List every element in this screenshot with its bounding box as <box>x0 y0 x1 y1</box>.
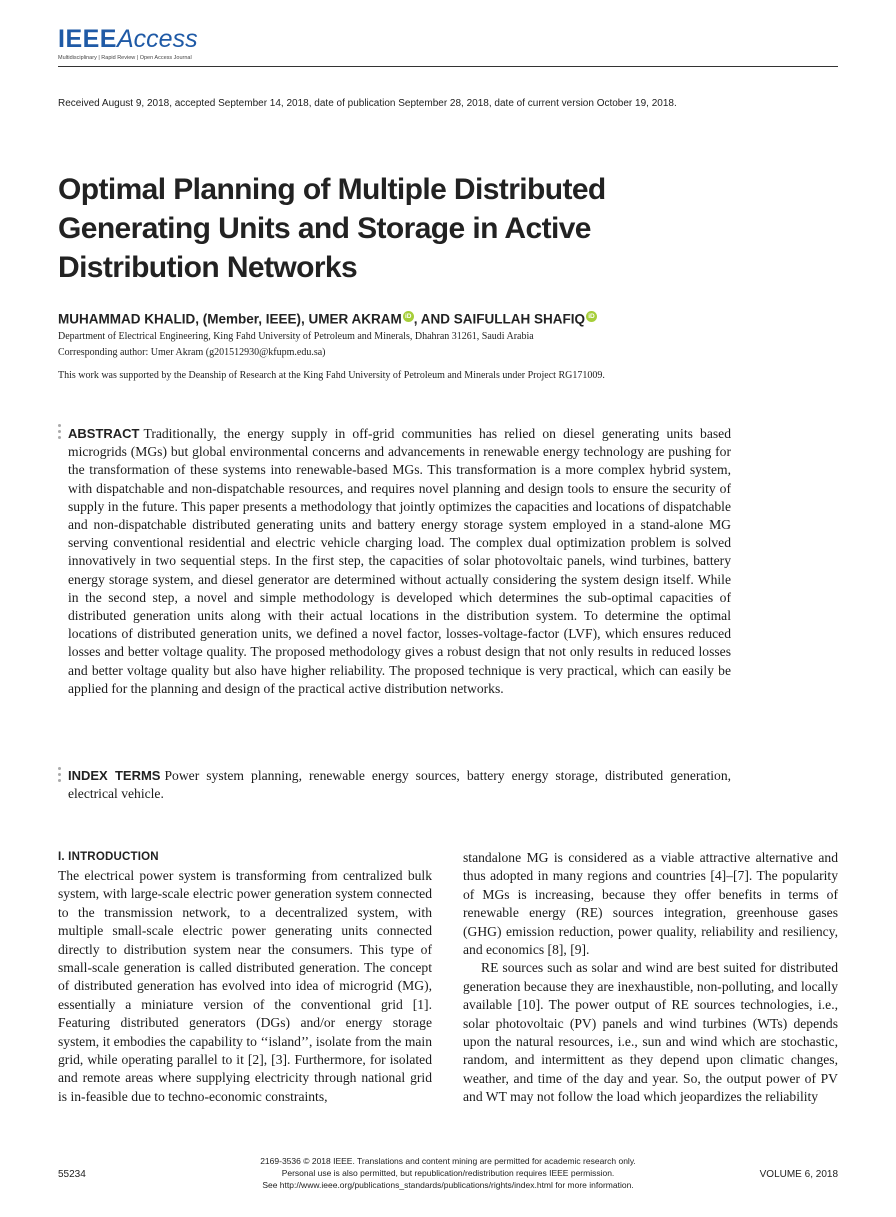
header-divider <box>58 66 838 67</box>
abstract-text: Traditionally, the energy supply in off-grid communities has relied on diesel generating units based microgrids (MGs) but global environmental concerns and advancements in renewable energy technology are pushing for the transformation of these systems into renewable-based MGs. This transformation is a more complex hybrid system, with dispatchable and non-dispatchable resources, and requires novel planning and design tools to ensure the security of supply in the future. This paper presents a methodology that jointly optimizes the capacities and locations of dispatchable and non-dispatchable distributed generating units and battery energy storage system employed in a stand-alone MG serving conventional residential and electric vehicle charging load. The complex dual optimization problem is solved innovatively in two sequential steps. In the first step, the capacities of solar photovoltaic panels, wind turbines, battery energy storage system, and diesel generator are determined without actually considering the system design itself. While in the second step, a novel and simple methodology is developed which determines the sub-optimal capacities of distributed generation units along with their actual locations in the distribution system. To determine the optimal locations of distributed generation units, we defined a novel factor, losses-voltage-factor (LVF), which ensures reduced losses and better voltage quality. The proposed methodology gives a robust design that not only results in reduced losses and better voltage quality but also have higher reliability. The proposed technique is very practical, which can easily be applied for the planning and design of the practical active distribution networks. <box>68 426 731 696</box>
intro-paragraph: standalone MG is considered as a viable attractive alternative and thus adopted in many regions and countries [4]–[7]. The popularity of MGs is increasing, because they offer benefits in terms of renewable energy (RE) sources integration, greenhouse gases (GHG) emission reduction, power quality, reliability and resiliency, and economics [8], [9]. <box>463 850 838 958</box>
abstract-label: ABSTRACT <box>68 426 140 441</box>
abstract-marker-dots <box>58 424 62 442</box>
right-column <box>463 849 838 1107</box>
journal-header <box>58 26 198 61</box>
index-terms-marker-dots <box>58 767 62 785</box>
volume-label: VOLUME 6, 2018 <box>759 1169 838 1180</box>
section-heading-introduction: I. INTRODUCTION <box>58 851 159 863</box>
received-dates: Received August 9, 2018, accepted September 14, 2018, date of publication September 28, 2018, date of current version October 19, 2018. <box>58 98 677 109</box>
permissions-link[interactable]: See http://www.ieee.org/publications_standards/publications/rights/index.html for more information. <box>262 1180 634 1190</box>
orcid-icon[interactable]: iD <box>403 311 414 322</box>
funding-note: This work was supported by the Deanship of Research at the King Fahd University of Petroleum and Minerals under Project RG171009. <box>58 370 605 381</box>
intro-paragraph: RE sources such as solar and wind are best suited for distributed generation because they are inexhaustible, non-polluting, and locally available [10]. The power output of RE sources technologies, i.e., solar photovoltaic (PV) panels and wind turbines (WTs) depends upon the natural resources, i.e., sun and wind which are stochastic, random, and intermittent as they depend upon climatic changes, weather, and time of the day and year. So, the output power of PV and WT may not follow the load which jeopardizes the reliability <box>463 960 838 1105</box>
left-column <box>58 867 432 1106</box>
index-terms-label: INDEX TERMS <box>68 768 161 783</box>
ieee-access-logo: IEEEAccess <box>58 25 198 53</box>
journal-tagline: Multidisciplinary | Rapid Review | Open Access Journal <box>58 55 192 61</box>
paper-title: Optimal Planning of Multiple Distributed Generating Units and Storage in Active Distribution Networks <box>58 173 606 284</box>
affiliation: Department of Electrical Engineering, King Fahd University of Petroleum and Minerals, Dhahran 31261, Saudi Arabia <box>58 331 534 342</box>
copyright-notice: 2169-3536 © 2018 IEEE. Translations and content mining are permitted for academic research only. Personal use is also permitted, but republication/redistribution requires IEEE permission. See http://www.ieee.org/publications_standards/publications/rights/index.html for more information. <box>200 1155 696 1191</box>
index-terms-text: Power system planning, renewable energy sources, battery energy storage, distributed generation, electrical vehicle. <box>68 768 732 802</box>
index-terms <box>68 767 731 803</box>
corresponding-author: Corresponding author: Umer Akram (g201512930@kfupm.edu.sa) <box>58 347 326 358</box>
page-number: 55234 <box>58 1169 86 1180</box>
author-list: MUHAMMAD KHALID, (Member, IEEE), UMER AKRAM iD , AND SAIFULLAH SHAFIQ iD <box>58 311 597 327</box>
intro-paragraph: The electrical power system is transforming from centralized bulk system, with large-scale electric power generation system connected to the transmission network, to a decentralized system, with multiple small-scale electric power generating units connected directly to distribution system near the consumers. This type of small-scale generation is called distributed generation. The concept of distributed generation has evolved into idea of microgrid (MG), essentially a miniature version of the conventional grid [1]. Featuring distributed generators (DGs) and/or energy storage system, it embodies the capability to ‘‘island’’, isolate from the main grid, while operating parallel to it [2], [3]. Furthermore, for isolated and remote areas where supplying electricity through national grid is in-feasible due to techno-economic constraints, <box>58 868 432 1104</box>
abstract <box>68 425 731 698</box>
orcid-icon[interactable]: iD <box>586 311 597 322</box>
